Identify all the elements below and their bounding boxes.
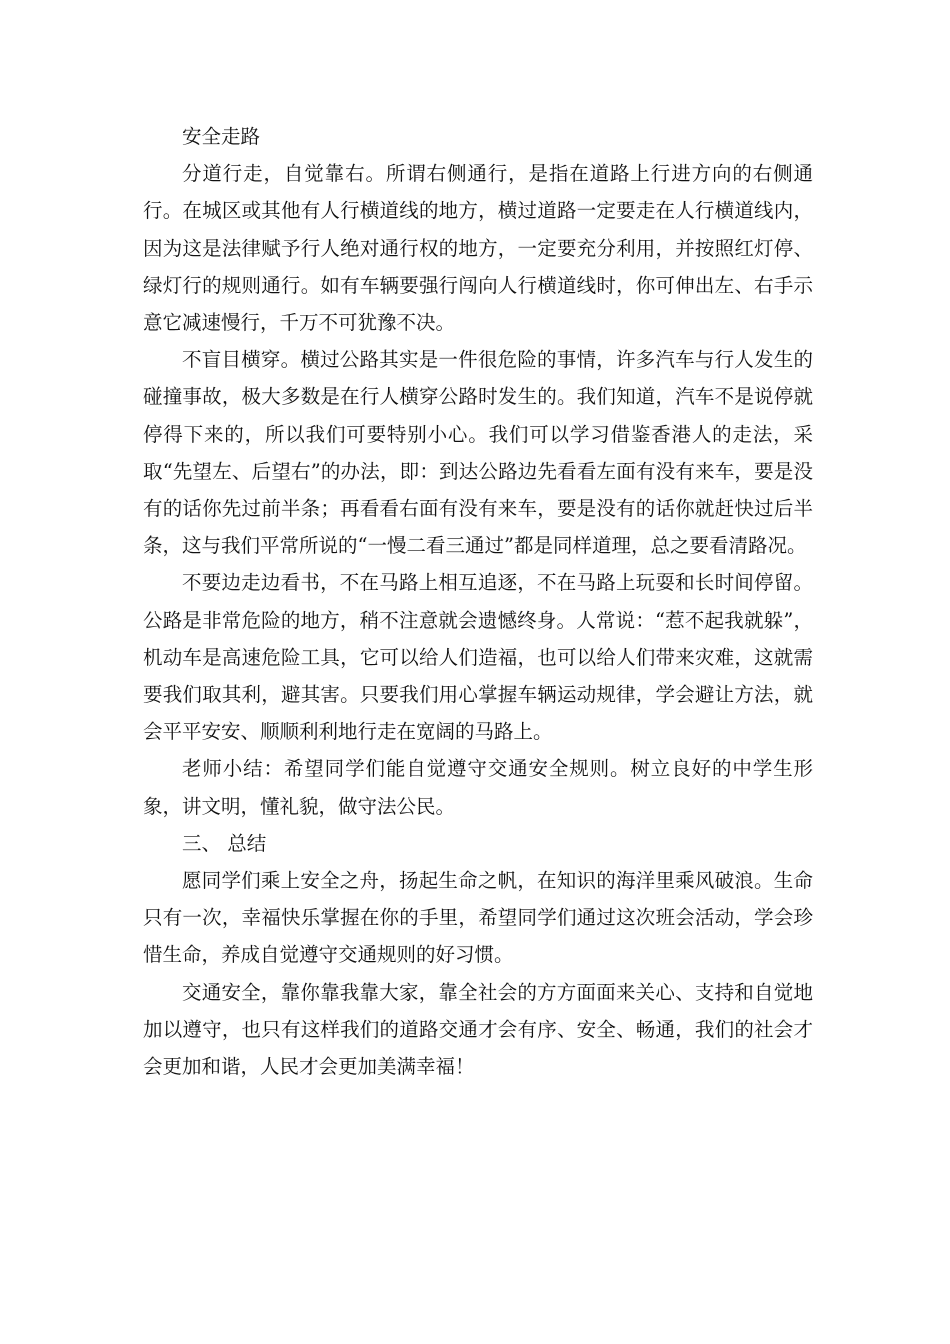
paragraph-closing-wish: 愿同学们乘上安全之舟，扬起生命之帆，在知识的海洋里乘风破浪。生命只有一次，幸福快乐掌握在你的手里，希望同学们通过这次班会活动，学会珍惜生命，养成自觉遵守交通规则的好习惯。 bbox=[143, 869, 813, 967]
section-heading-summary: 三、 总结 bbox=[182, 831, 267, 855]
paragraph-no-reading-walking: 不要边走边看书，不在马路上相互追逐，不在马路上玩耍和长时间停留。公路是非常危险的地方，稍不注意就会遗憾终身。人常说：“惹不起我就躲”，机动车是高速危险工具，它可以给人们造福，也可以给人们带来灾难，这就需要我们取其利，避其害。只要我们用心掌握车辆运动规律，学会避让方法，就会平平安安、顺顺利利地行走在宽阔的马路上。 bbox=[143, 571, 813, 744]
paragraph-no-jaywalking: 不盲目横穿。横过公路其实是一件很危险的事情，许多汽车与行人发生的碰撞事故，极大多数是在行人横穿公路时发生的。我们知道，汽车不是说停就停得下来的，所以我们可要特别小心。我们可以学习借鉴香港人的走法，采取“先望左、后望右”的办法，即：到达公路边先看看左面有没有来车，要是没有的话你先过前半条；再看看右面有没有来车，要是没有的话你就赶快过后半条，这与我们平常所说的“一慢二看三通过”都是同样道理，总之要看清路况。 bbox=[143, 348, 813, 558]
paragraph-closing-safety: 交通安全，靠你靠我靠大家，靠全社会的方方面面来关心、支持和自觉地加以遵守，也只有这样我们的道路交通才会有序、安全、畅通，我们的社会才会更加和谐，人民才会更加美满幸福！ bbox=[143, 980, 813, 1079]
document-page bbox=[143, 118, 813, 1085]
document-title: 安全走路 bbox=[182, 125, 261, 148]
paragraph-keep-right: 分道行走，自觉靠右。所谓右侧通行，是指在道路上行进方向的右侧通行。在城区或其他有人行横道线的地方，横过道路一定要走在人行横道线内，因为这是法律赋予行人绝对通行权的地方，一定要充分利用，并按照红灯停、绿灯行的规则通行。如有车辆要强行闯向人行横道线时，你可伸出左、右手示意它减速慢行，千万不可犹豫不决。 bbox=[143, 162, 813, 335]
paragraph-teacher-summary: 老师小结：希望同学们能自觉遵守交通安全规则。树立良好的中学生形象，讲文明，懂礼貌，做守法公民。 bbox=[143, 757, 813, 818]
